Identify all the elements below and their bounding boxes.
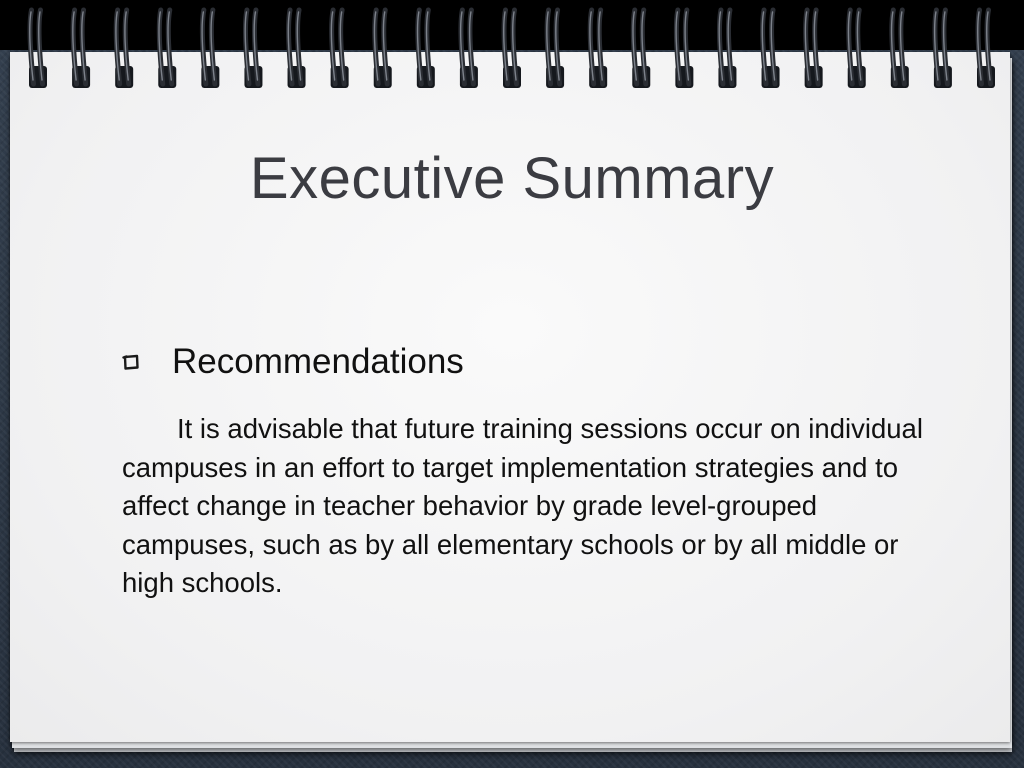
binding-ring-icon [374,10,392,88]
binding-ring-icon [331,10,349,88]
binding-ring-icon [244,10,262,88]
binding-ring-icon [503,10,521,88]
binding-ring-icon [934,10,952,88]
binding-ring-icon [891,10,909,88]
binding-ring-icon [977,10,995,88]
bullet-heading: Recommendations [172,342,464,381]
binding-ring-icon [675,10,693,88]
recommendation-paragraph: It is advisable that future training sessions occur on individual campuses in an effort to target implementation strategies and to affect change in teacher behavior by grade level-grouped campuses, such as by all elementary schools or by all middle or high schools. [122,413,923,598]
binding-ring-icon [632,10,650,88]
binding-ring-icon [848,10,866,88]
binding-ring-icon [805,10,823,88]
bullet-recommendations [120,342,464,382]
binding-ring-icon [288,10,306,88]
binding-ring-icon [72,10,90,88]
binding-ring-icon [460,10,478,88]
slide-title: Executive Summary [249,146,775,211]
binding-ring-icon [201,10,219,88]
binding-ring-icon [158,10,176,88]
binding-ring-icon [115,10,133,88]
square-bullet-icon [120,351,142,373]
binding-ring-icon [589,10,607,88]
binding-ring-icon [762,10,780,88]
spiral-binding-icon [0,0,1024,95]
binding-ring-icon [417,10,435,88]
binding-ring-icon [29,10,47,88]
binding-ring-icon [546,10,564,88]
binding-ring-icon [718,10,736,88]
